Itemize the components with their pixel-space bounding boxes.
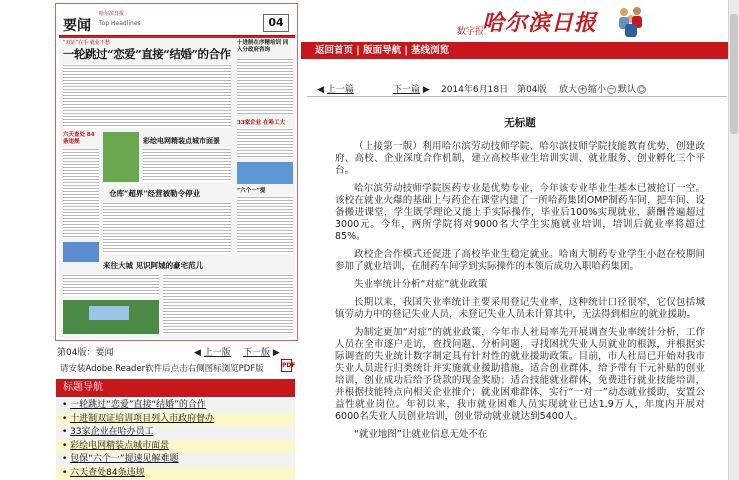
thumbnail-kicker: “双证”在手 就业不愁	[63, 40, 110, 46]
thumbnail-header	[59, 6, 295, 36]
title-nav-item[interactable]: • 33家企业在哈办员工	[56, 426, 295, 440]
article-paragraph: 哈尔滨劳动技师学院医药专业是优势专业，今年该专业毕业生基本已被抢订一空。该校在就业火爆的基础上与药企在课堂内建了一所哈药集团OMP制药车间，把车间、设备搬进课堂，学生既学理论又能上手实际操作，毕业后100%实现就业，薪酬普遍超过3000元。今年，两所学院将对9000名大学生实施就业培训，培训后就业率将超过85%。	[335, 183, 705, 242]
article-subheading: “就业地图”让就业信息无处不在	[354, 429, 488, 440]
thumbnail-text-block	[143, 148, 231, 182]
thumbnail-side-headline: “六个一”提	[237, 188, 266, 194]
article-body	[335, 141, 705, 447]
logo-subtitle: 数字报	[457, 27, 485, 37]
thumbnail-side-headline: 六天查处 84条违规	[63, 132, 95, 145]
prev-page-link[interactable]: ◀ 上一版	[194, 348, 231, 358]
thumbnail-headline: 一轮跳过“恋爱”直接“结婚”的合作	[63, 47, 231, 61]
page-thumbnail[interactable]	[55, 3, 298, 341]
thumbnail-section: 要闻	[63, 18, 91, 34]
prev-article-label[interactable]: 上一篇	[326, 85, 354, 95]
zoom-default-button[interactable]	[618, 82, 646, 95]
prev-article-link[interactable]: ◀ 上一篇	[317, 85, 354, 95]
page-thumbnail-image[interactable]	[59, 6, 295, 338]
thumbnail-rule	[59, 36, 295, 38]
reset-icon[interactable]: ○	[638, 85, 645, 93]
plus-icon[interactable]: +	[579, 85, 586, 93]
right-panel	[301, 0, 739, 480]
title-nav-item-label[interactable]: 十进制双证培训项目列入市政府督办	[70, 413, 215, 424]
thumbnail-text-block	[237, 58, 293, 114]
zoom-in-label[interactable]: 放大	[559, 85, 578, 95]
newspaper-logo[interactable]: 哈尔滨日报	[482, 10, 598, 36]
thumbnail-photo	[63, 242, 99, 262]
thumbnail-text-block	[237, 128, 293, 158]
thumbnail-photo	[237, 162, 293, 184]
title-nav-item-label[interactable]: 彩绘电网精装点城市面景	[70, 440, 170, 451]
title-nav-item[interactable]: • 六天查处84条违规	[56, 467, 295, 480]
title-nav-item[interactable]: • 包保“六个一”提速见解难题	[56, 453, 295, 467]
pdf-icon[interactable]: PDF	[281, 359, 292, 372]
thumbnail-mid-headline: 彩绘电网精装点城市面景	[143, 136, 220, 145]
left-panel	[0, 0, 301, 480]
top-nav-links[interactable]: 返回首页 | 版面导航 | 基线浏览	[315, 45, 450, 56]
thumbnail-masthead: 哈尔滨日报	[99, 11, 125, 17]
thumbnail-bottom-headline: 来往大城 见识阿城的豪宅范儿	[103, 261, 204, 270]
issue-date: 2014年6月18日 第04版	[441, 85, 547, 95]
thumbnail-side-headline: 33家企业 在哈工大	[237, 120, 286, 126]
thumbnail-text-block	[63, 274, 159, 296]
masthead	[301, 0, 739, 42]
title-nav-item-label[interactable]: 六天查处84条违规	[70, 467, 145, 478]
article-pager	[301, 80, 739, 96]
title-nav-item[interactable]: • 一轮跳过“恋爱”直接“结婚”的合作	[56, 399, 295, 413]
thumbnail-text-block	[237, 196, 293, 254]
minus-icon[interactable]: −	[608, 85, 615, 93]
page-label: 第04版：要闻	[57, 348, 114, 358]
next-article-label[interactable]: 下一篇	[393, 85, 421, 95]
thumbnail-page-number: 04	[263, 14, 289, 32]
thumbnail-text-block	[63, 64, 231, 128]
zoom-default-label[interactable]: 默认	[618, 85, 637, 95]
zoom-out-button[interactable]	[588, 82, 616, 95]
thumbnail-text-block	[63, 148, 99, 238]
divider	[307, 96, 727, 97]
adobe-reader-tip: 请安装Adobe Reader软件后点击右侧图标浏览PDF版	[60, 364, 264, 374]
thumbnail-text-block	[103, 202, 231, 254]
thumbnail-text-block	[163, 274, 293, 334]
article-subheading: 失业率统计分析“对症”就业政策	[354, 279, 488, 290]
title-nav-item-label[interactable]: 33家企业在哈办员工	[70, 427, 154, 437]
title-nav-item[interactable]: • 十进制双证培训项目列入市政府督办	[56, 413, 295, 427]
next-article-link[interactable]: 下一篇 ▶	[393, 85, 430, 95]
title-nav-item-label[interactable]: 一轮跳过“恋爱”直接“结婚”的合作	[70, 400, 206, 410]
article-paragraph: （上接第一版）利用哈尔滨劳动技师学院、哈尔滨技师学院技能教育优势，创建政府、高校、企业深度合作机制，建立高校毕业生培训实训、就业服务、创业孵化三个平台。	[335, 141, 705, 176]
title-nav-item[interactable]: • 彩绘电网精装点城市面景	[56, 440, 295, 454]
article-paragraph: 为制定更加“对症”的就业政策，今年市人社局率先开展调查失业率统计分析，工作人员在全市逐户走访，查找问题、分析问题，寻找困扰失业人员就业的根源，并根据实际调查的失业统计数字制定具有针对性的就业援助政策。目前，市人社局已开始对我市失业人员进行归类统计并实施就业援助措施。适合创业群体，给予带有干元补贴的创业培训，创业成功后给予贷款的现金奖励；适合技能就业群体，免费进行就业技能培训，并根据技能特点向相关企业推介；就业困难群体，实行“一对一”动态就业援助，安置公益性就业岗位。年初以来，我市就业困难人员实现就业已达1.9万人，年度内开展对6000名失业人员创业培训，创业带动就业就达到5400人。	[335, 327, 705, 422]
thumbnail-side-headline: 十进制在序精培训 同入分政府咨询	[237, 40, 289, 53]
article-paragraph: 长期以来，我国失业率统计主要采用登记失业率，这种统计口径很窄，它仅包括城镇劳动力中的登记失业人员，未登记失业人员未计算其中，无法得到相应的就业援助。	[335, 297, 705, 320]
top-nav-bar	[301, 42, 739, 59]
thumbnail-photo	[89, 306, 129, 320]
thumbnail-mid-headline: 仓库“超界”经营被勒令停业	[109, 189, 201, 198]
thumbnail-section-sub: Top Headlines	[99, 20, 141, 27]
next-page-label[interactable]: 下一版	[243, 348, 271, 358]
page-scrollbar[interactable]	[728, 0, 739, 480]
zoom-in-button[interactable]	[559, 82, 587, 95]
scrollbar-thumb[interactable]	[730, 14, 738, 134]
people-icon	[615, 4, 647, 38]
zoom-out-label[interactable]: 缩小	[588, 85, 607, 95]
title-nav-heading: 标题导航	[56, 379, 295, 397]
next-page-link[interactable]: 下一版 ▶	[243, 348, 280, 358]
prev-page-label[interactable]: 上一版	[203, 348, 231, 358]
article-title: 无标题	[504, 117, 536, 129]
title-nav-list	[56, 399, 295, 480]
article-paragraph: 政校企合作模式还促进了高校毕业生稳定就业。哈南大制药专业学生小赵在校期间参加了就业培训，在制药车间学到实际操作的本领后成功入职哈药集团。	[335, 249, 705, 272]
title-nav-item-label[interactable]: 包保“六个一”提速见解难题	[70, 454, 179, 464]
thumbnail-photo	[103, 132, 139, 182]
